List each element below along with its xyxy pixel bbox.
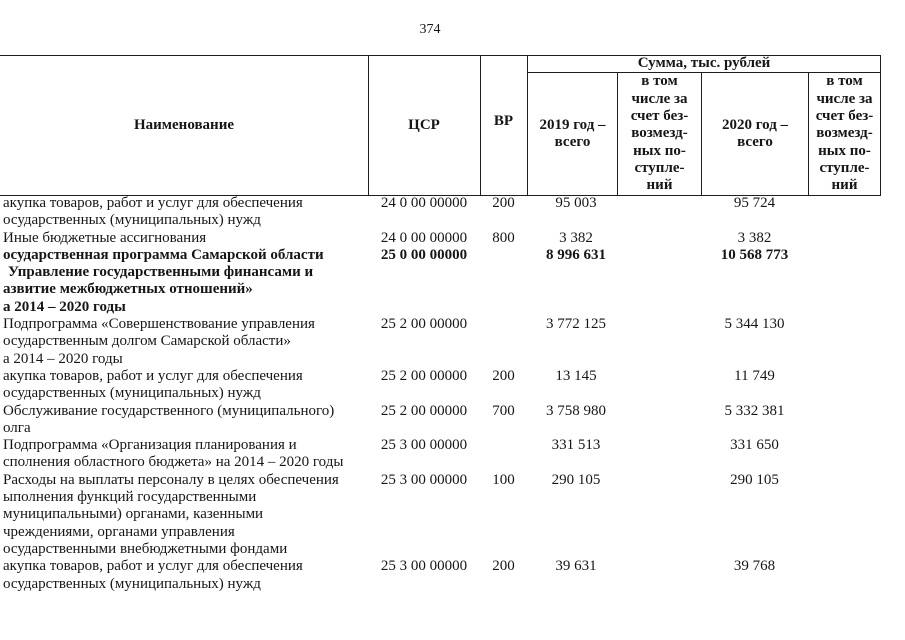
header-line: возмезд-: [631, 125, 688, 142]
header-line: ВР: [493, 112, 514, 129]
name-line: олга: [3, 419, 31, 436]
name-cell: [0, 247, 368, 316]
vr-cell: 200: [492, 558, 515, 575]
name-line: осударственных (муниципальных) нужд: [3, 575, 261, 592]
table-row: [0, 368, 880, 403]
grants-2019-cell: [617, 437, 701, 472]
csr-cell: 24 0 00 00000: [380, 229, 468, 246]
grants-2019-cell: [617, 247, 701, 316]
grants-2020-cell: [808, 247, 880, 316]
amount-2020-cell: 39 768: [733, 558, 776, 575]
csr-cell: 25 2 00 00000: [380, 367, 468, 384]
table-row: [0, 247, 880, 316]
header-2019-total: [528, 73, 617, 195]
table-row: [0, 472, 880, 558]
header-line: ступле-: [634, 159, 685, 176]
amount-2019-cell: 331 513: [551, 437, 601, 454]
name-line: Иные бюджетные ассигнования: [3, 229, 207, 246]
name-line: Управление государственными финансами и: [8, 264, 314, 281]
name-cell: [0, 316, 368, 368]
name-cell: [0, 403, 368, 438]
name-line: а 2014 – 2020 годы: [3, 298, 126, 315]
name-line: Подпрограмма «Организация планирования и: [3, 437, 297, 454]
vr-cell: 800: [492, 229, 515, 246]
grants-2020-cell: [808, 472, 880, 558]
grants-2019-cell: [617, 472, 701, 558]
name-cell: [0, 195, 368, 230]
header-line: числе за: [631, 90, 688, 107]
name-line: ыполнения функций государственными: [3, 489, 257, 506]
grants-2020-cell: [808, 195, 880, 230]
grants-2020-cell: [808, 437, 880, 472]
amount-2019-cell: 8 996 631: [546, 246, 606, 263]
header-line: ных по-: [633, 142, 686, 159]
csr-cell: 25 3 00 00000: [380, 471, 468, 488]
amount-2019-cell: 3 382: [559, 229, 593, 246]
amount-2019-cell: 3 772 125: [546, 316, 606, 333]
table-body: [0, 195, 880, 593]
amount-2020-cell: 5 332 381: [724, 402, 785, 419]
grants-2020-cell: [808, 368, 880, 403]
header-line: Сумма, тыс. рублей: [637, 55, 771, 72]
csr-cell: 25 2 00 00000: [380, 316, 468, 333]
grants-2019-cell: [617, 403, 701, 438]
name-line: акупка товаров, работ и услуг для обеспечения: [3, 195, 303, 211]
amount-2019-cell: 290 105: [551, 471, 601, 488]
name-line: сполнения областного бюджета» на 2014 – 2020 годы: [3, 454, 344, 471]
header-2020-grants: [809, 73, 880, 195]
csr-cell: 25 2 00 00000: [380, 402, 468, 419]
grants-2019-cell: [617, 230, 701, 247]
name-line: а 2014 – 2020 годы: [3, 350, 123, 367]
grants-2019-cell: [617, 558, 701, 593]
grants-2020-cell: [808, 316, 880, 368]
grants-2020-cell: [808, 230, 880, 247]
table-row: [0, 230, 880, 247]
vr-cell: 700: [492, 402, 515, 419]
header-line: ний: [646, 177, 673, 194]
amount-2020-cell: 11 749: [734, 367, 775, 384]
amount-2019-cell: 39 631: [555, 558, 597, 575]
amount-2019-cell: 13 145: [555, 367, 597, 384]
amount-2020-cell: 10 568 773: [720, 246, 789, 263]
header-sum-group: [528, 56, 880, 72]
name-line: осударственными внебюджетными фондами: [3, 540, 288, 557]
header-line: ных по-: [818, 142, 871, 159]
name-cell: [0, 368, 368, 403]
name-line: чреждениями, органами управления: [3, 523, 235, 540]
name-cell: [0, 558, 368, 593]
page-number: 374: [419, 22, 441, 37]
name-line: Обслуживание государственного (муниципального): [3, 402, 335, 419]
name-cell: [0, 437, 368, 472]
csr-cell: 25 3 00 00000: [380, 437, 468, 454]
name-line: осударственных (муниципальных) нужд: [3, 385, 261, 402]
header-line: ступле-: [819, 159, 870, 176]
vr-cell: [480, 316, 527, 368]
table-rule: [880, 55, 881, 196]
name-line: осударственная программа Самарской области: [3, 246, 324, 263]
header-line: Наименование: [134, 116, 234, 133]
vr-cell: [480, 437, 527, 472]
header-line: 2020 год –: [721, 116, 789, 133]
grants-2019-cell: [617, 368, 701, 403]
table-row: [0, 195, 880, 230]
header-line: возмезд-: [816, 125, 873, 142]
vr-cell: 200: [492, 195, 515, 211]
amount-2019-cell: 95 003: [555, 195, 597, 211]
vr-cell: 100: [492, 471, 515, 488]
header-2020-total: [702, 73, 808, 195]
header-line: всего: [737, 134, 773, 150]
name-line: Расходы на выплаты персоналу в целях обеспечения: [3, 471, 339, 488]
vr-cell: 200: [492, 367, 515, 384]
header-line: 2019 год –: [539, 116, 606, 133]
header-line: в том: [641, 73, 678, 90]
amount-2020-cell: 5 344 130: [724, 316, 785, 333]
table-row: [0, 316, 880, 368]
name-line: Подпрограмма «Совершенствование управления: [3, 316, 315, 333]
header-2019-grants: [618, 73, 701, 195]
grants-2020-cell: [808, 403, 880, 438]
amount-2020-cell: 331 650: [730, 437, 779, 454]
grants-2020-cell: [808, 558, 880, 593]
header-line: счет без-: [815, 108, 874, 125]
name-line: муниципальными) органами, казенными: [3, 506, 264, 523]
table-row: [0, 403, 880, 438]
amount-2020-cell: 290 105: [730, 471, 779, 488]
grants-2019-cell: [617, 195, 701, 230]
header-line: ний: [831, 177, 858, 194]
grants-2019-cell: [617, 316, 701, 368]
header-line: числе за: [816, 90, 873, 107]
amount-2020-cell: 95 724: [733, 195, 776, 211]
name-cell: [0, 472, 368, 558]
table-row: [0, 437, 880, 472]
header-line: ЦСР: [408, 116, 440, 133]
name-line: акупка товаров, работ и услуг для обеспечения: [3, 367, 303, 384]
amount-2020-cell: 3 382: [737, 229, 772, 246]
csr-cell: 25 0 00 00000: [380, 246, 468, 263]
header-line: счет без-: [630, 108, 689, 125]
header-vr: [480, 52, 527, 191]
vr-cell: [480, 247, 527, 316]
header-name: [0, 56, 368, 195]
table-row: [0, 558, 880, 593]
header-csr: [368, 56, 480, 195]
name-line: азвитие межбюджетных отношений»: [3, 281, 253, 298]
name-cell: [0, 230, 368, 247]
csr-cell: 24 0 00 00000: [380, 195, 468, 211]
name-line: осударственным долгом Самарской области»: [3, 333, 291, 350]
amount-2019-cell: 3 758 980: [546, 402, 606, 419]
header-line: в том: [826, 73, 863, 90]
csr-cell: 25 3 00 00000: [380, 558, 468, 575]
header-line: всего: [554, 134, 591, 150]
name-line: акупка товаров, работ и услуг для обеспечения: [3, 558, 303, 575]
name-line: осударственных (муниципальных) нужд: [3, 212, 261, 229]
